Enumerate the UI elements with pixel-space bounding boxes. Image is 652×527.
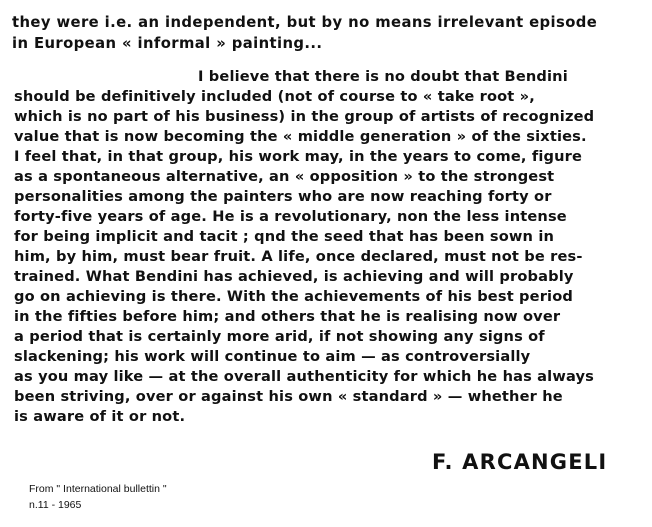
body-line-8: forty-five years of age. He is a revolutionary, non the less intense — [14, 208, 567, 225]
body-line-14: a period that is certainly more arid, if not showing any signs of — [14, 328, 545, 345]
body-line-1: I believe that there is no doubt that Bendini — [198, 68, 568, 85]
source-line-2: n.11 - 1965 — [29, 499, 82, 511]
author-signature: F. ARCANGELI — [432, 450, 608, 474]
intro-line-1: they were i.e. an independent, but by no means irrelevant episode — [12, 14, 598, 31]
body-line-5: I feel that, in that group, his work may, in the years to come, figure — [14, 148, 582, 165]
source-line-1: From " International bullettin " — [29, 483, 167, 495]
body-line-2: should be definitively included (not of course to « take root », — [14, 88, 535, 105]
body-line-15: slackening; his work will continue to aim — as controversially — [14, 348, 531, 365]
body-line-10: him, by him, must bear fruit. A life, once declared, must not be res- — [14, 248, 583, 265]
body-line-11: trained. What Bendini has achieved, is achieving and will probably — [14, 268, 574, 285]
body-line-13: in the fifties before him; and others that he is realising now over — [14, 308, 561, 325]
body-line-17: been striving, over or against his own « standard » — whether he — [14, 388, 563, 405]
body-line-12: go on achieving is there. With the achievements of his best period — [14, 288, 573, 305]
body-line-16: as you may like — at the overall authenticity for which he has always — [14, 368, 595, 385]
body-line-6: as a spontaneous alternative, an « opposition » to the strongest — [14, 168, 555, 185]
intro-line-2: in European « informal » painting... — [12, 35, 323, 52]
body-line-3: which is no part of his business) in the group of artists of recognized — [14, 108, 595, 125]
body-line-18: is aware of it or not. — [14, 408, 186, 425]
body-line-7: personalities among the painters who are now reaching forty or — [14, 188, 552, 205]
body-line-9: for being implicit and tacit ; qnd the seed that has been sown in — [14, 228, 555, 245]
body-line-4: value that is now becoming the « middle generation » of the sixties. — [14, 128, 587, 145]
